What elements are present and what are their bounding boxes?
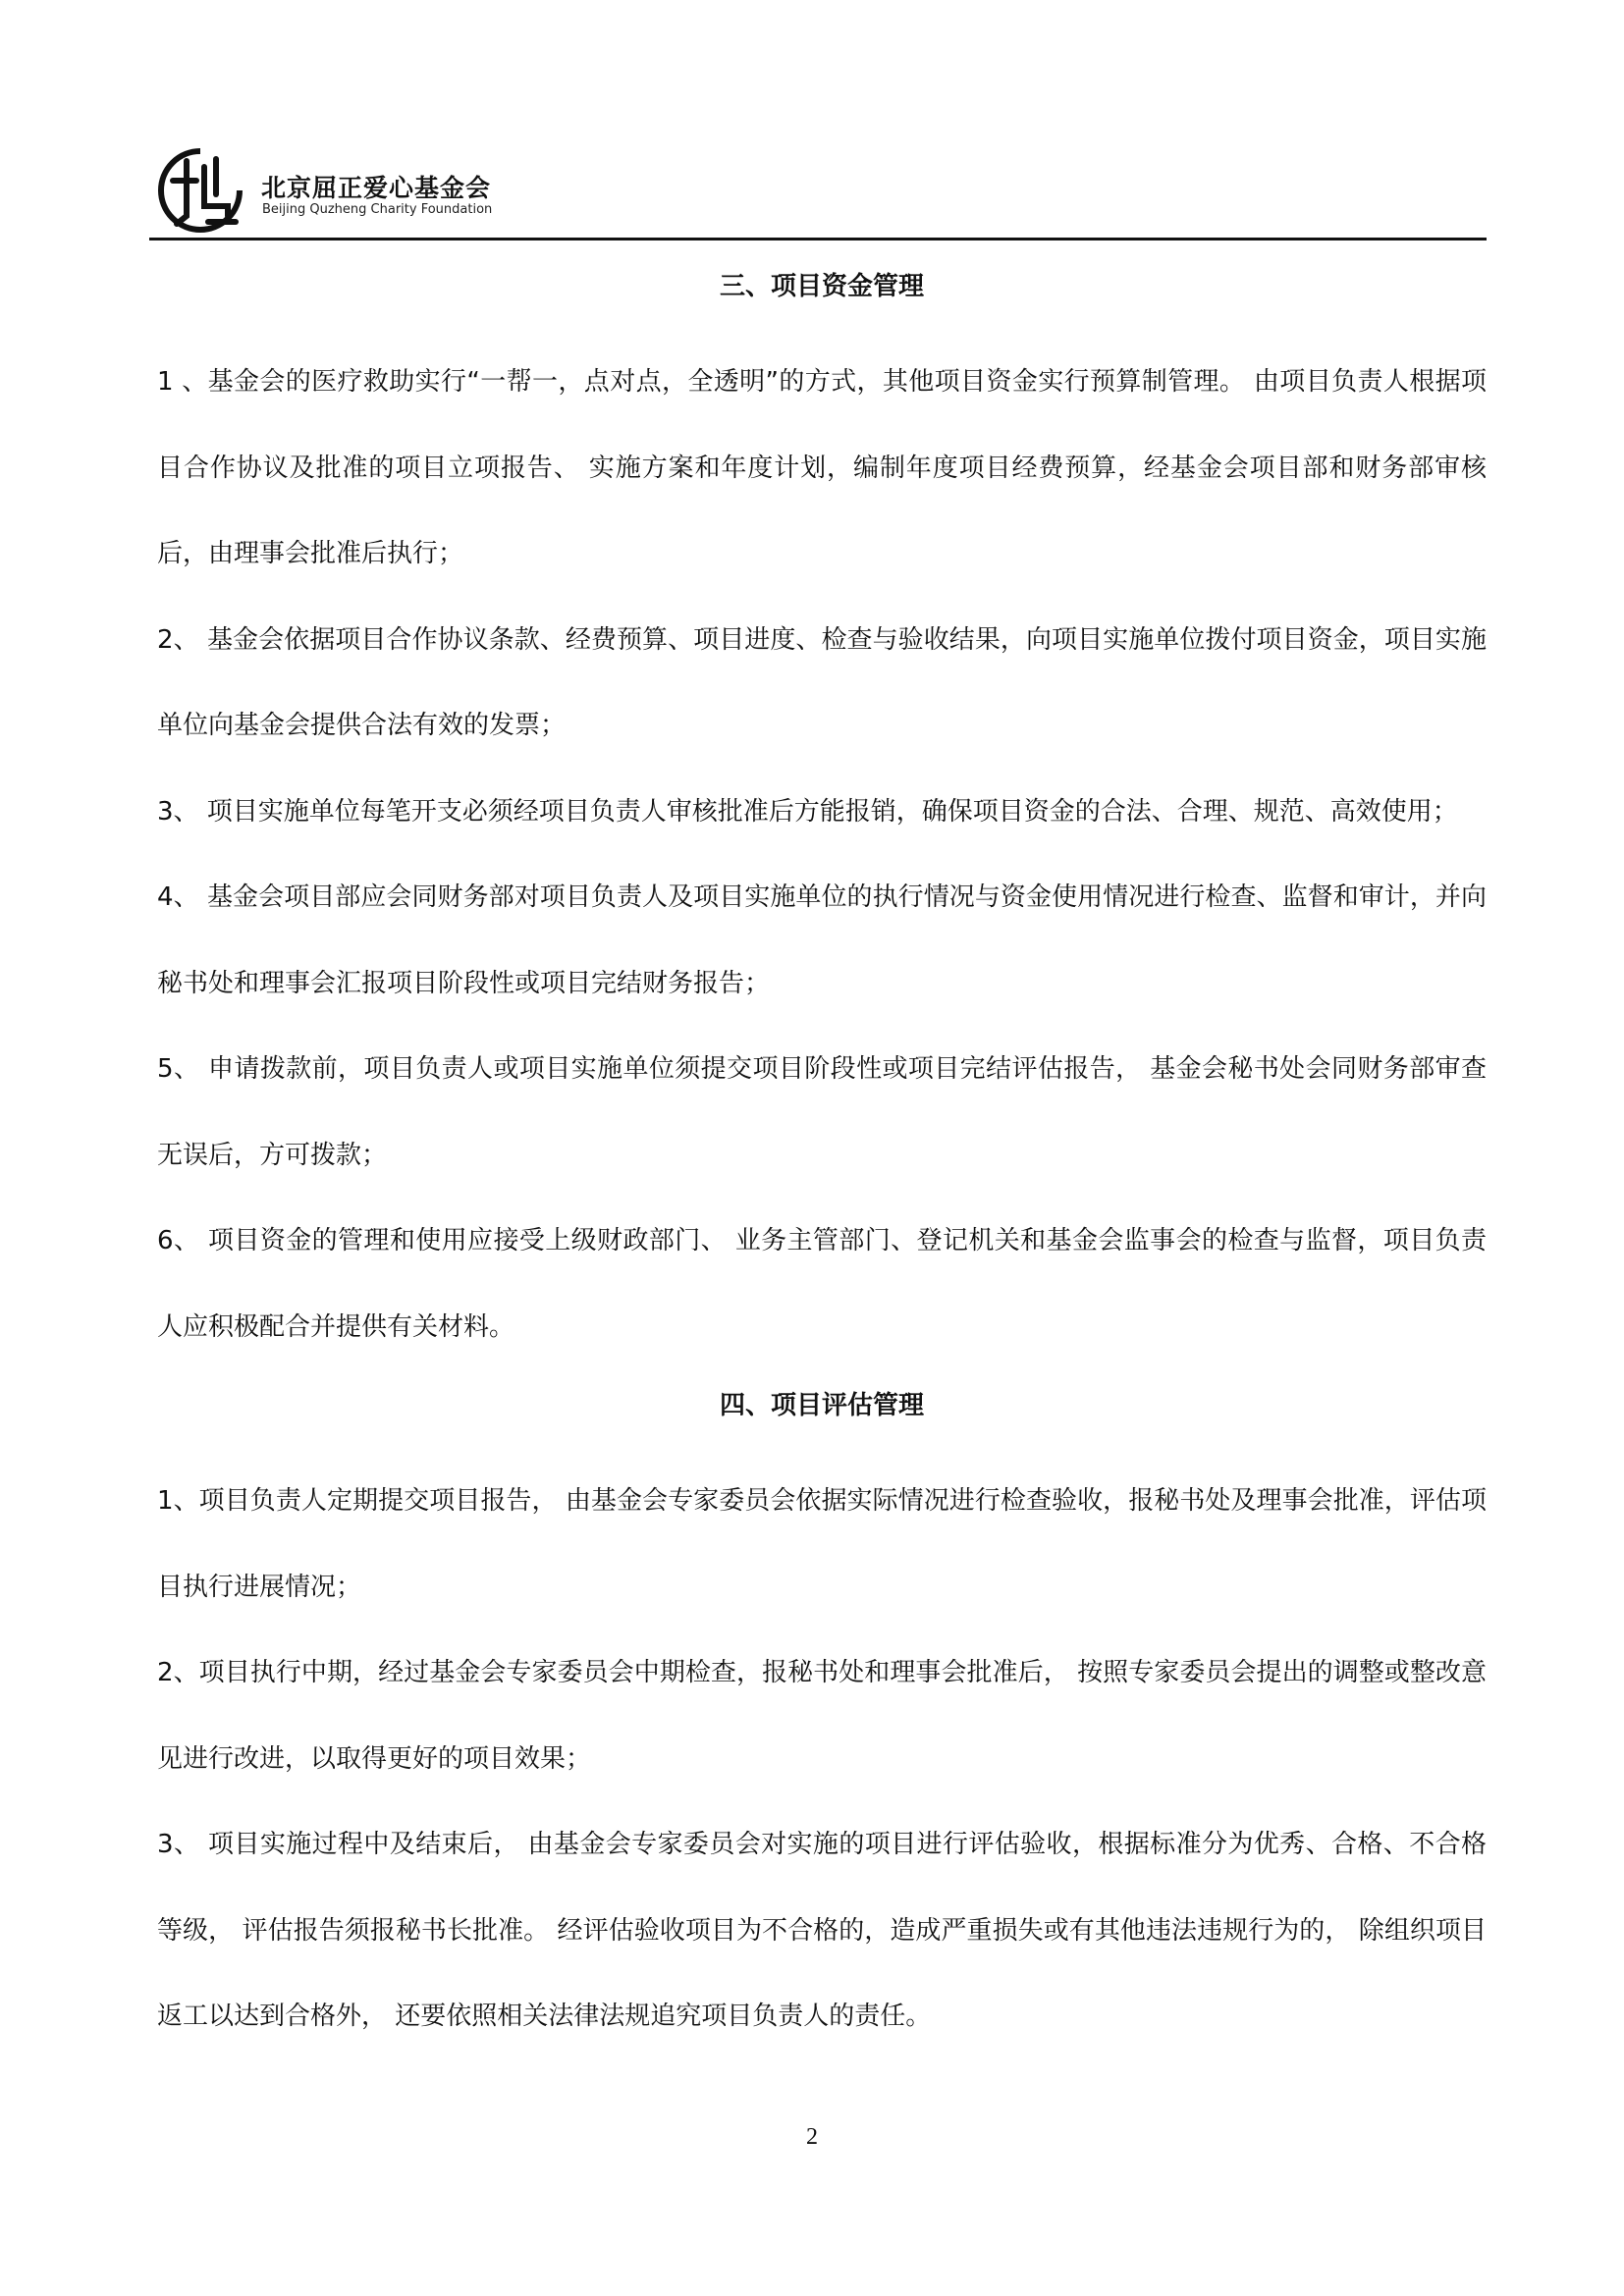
paragraph: 1 、基金会的医疗救助实行“一帮一，点对点，全透明”的方式，其他项目资金实行预算制管理。 由项目负责人根据项目合作协议及批准的项目立项报告、 实施方案和年度计划，编制年度项目经费预算，经基金会项目部和财务部审核后，由理事会批准后执行；	[157, 367, 1487, 568]
paragraph: 4、 基金会项目部应会同财务部对项目负责人及项目实施单位的执行情况与资金使用情况进行检查、监督和审计，并向秘书处和理事会汇报项目阶段性或项目完结财务报告；	[157, 882, 1487, 998]
paragraph: 1、项目负责人定期提交项目报告， 由基金会专家委员会依据实际情况进行检查验收，报秘书处及理事会批准，评估项目执行进展情况；	[157, 1486, 1487, 1602]
paragraph: 2、项目执行中期，经过基金会专家委员会中期检查，报秘书处和理事会批准后， 按照专家委员会提出的调整或整改意见进行改进，以取得更好的项目效果；	[157, 1658, 1487, 1774]
document-body	[157, 257, 1487, 2060]
section-title-evaluation-management: 四、项目评估管理	[719, 1391, 924, 1420]
section-title-fund-management: 三、项目资金管理	[719, 272, 924, 301]
paragraph: 2、 基金会依据项目合作协议条款、经费预算、项目进度、检查与验收结果，向项目实施单位拨付项目资金，项目实施单位向基金会提供合法有效的发票；	[157, 624, 1487, 740]
organization-name-en: Beijing Quzheng Charity Foundation	[262, 202, 493, 217]
document-header	[157, 147, 1487, 238]
organization-name-cn: 北京屈正爱心基金会	[261, 174, 492, 202]
header-divider	[149, 238, 1487, 240]
paragraph: 6、 项目资金的管理和使用应接受上级财政部门、 业务主管部门、登记机关和基金会监事会的检查与监督，项目负责人应积极配合并提供有关材料。	[157, 1226, 1487, 1342]
paragraph: 3、 项目实施过程中及结束后， 由基金会专家委员会对实施的项目进行评估验收，根据标准分为优秀、合格、不合格等级， 评估报告须报秘书长批准。 经评估验收项目为不合格的，造成严重损失或有其他违法违规行为的， 除组织项目返工以达到合格外， 还要依照相关法律法规追究项目负责人的责任。	[157, 1830, 1487, 2031]
page-number: 2	[806, 2124, 818, 2150]
foundation-logo-icon	[157, 147, 244, 234]
paragraph: 5、 申请拨款前，项目负责人或项目实施单位须提交项目阶段性或项目完结评估报告， 基金会秘书处会同财务部审查无误后，方可拨款；	[157, 1054, 1487, 1170]
paragraph: 3、 项目实施单位每笔开支必须经项目负责人审核批准后方能报销，确保项目资金的合法、合理、规范、高效使用；	[157, 796, 1458, 827]
